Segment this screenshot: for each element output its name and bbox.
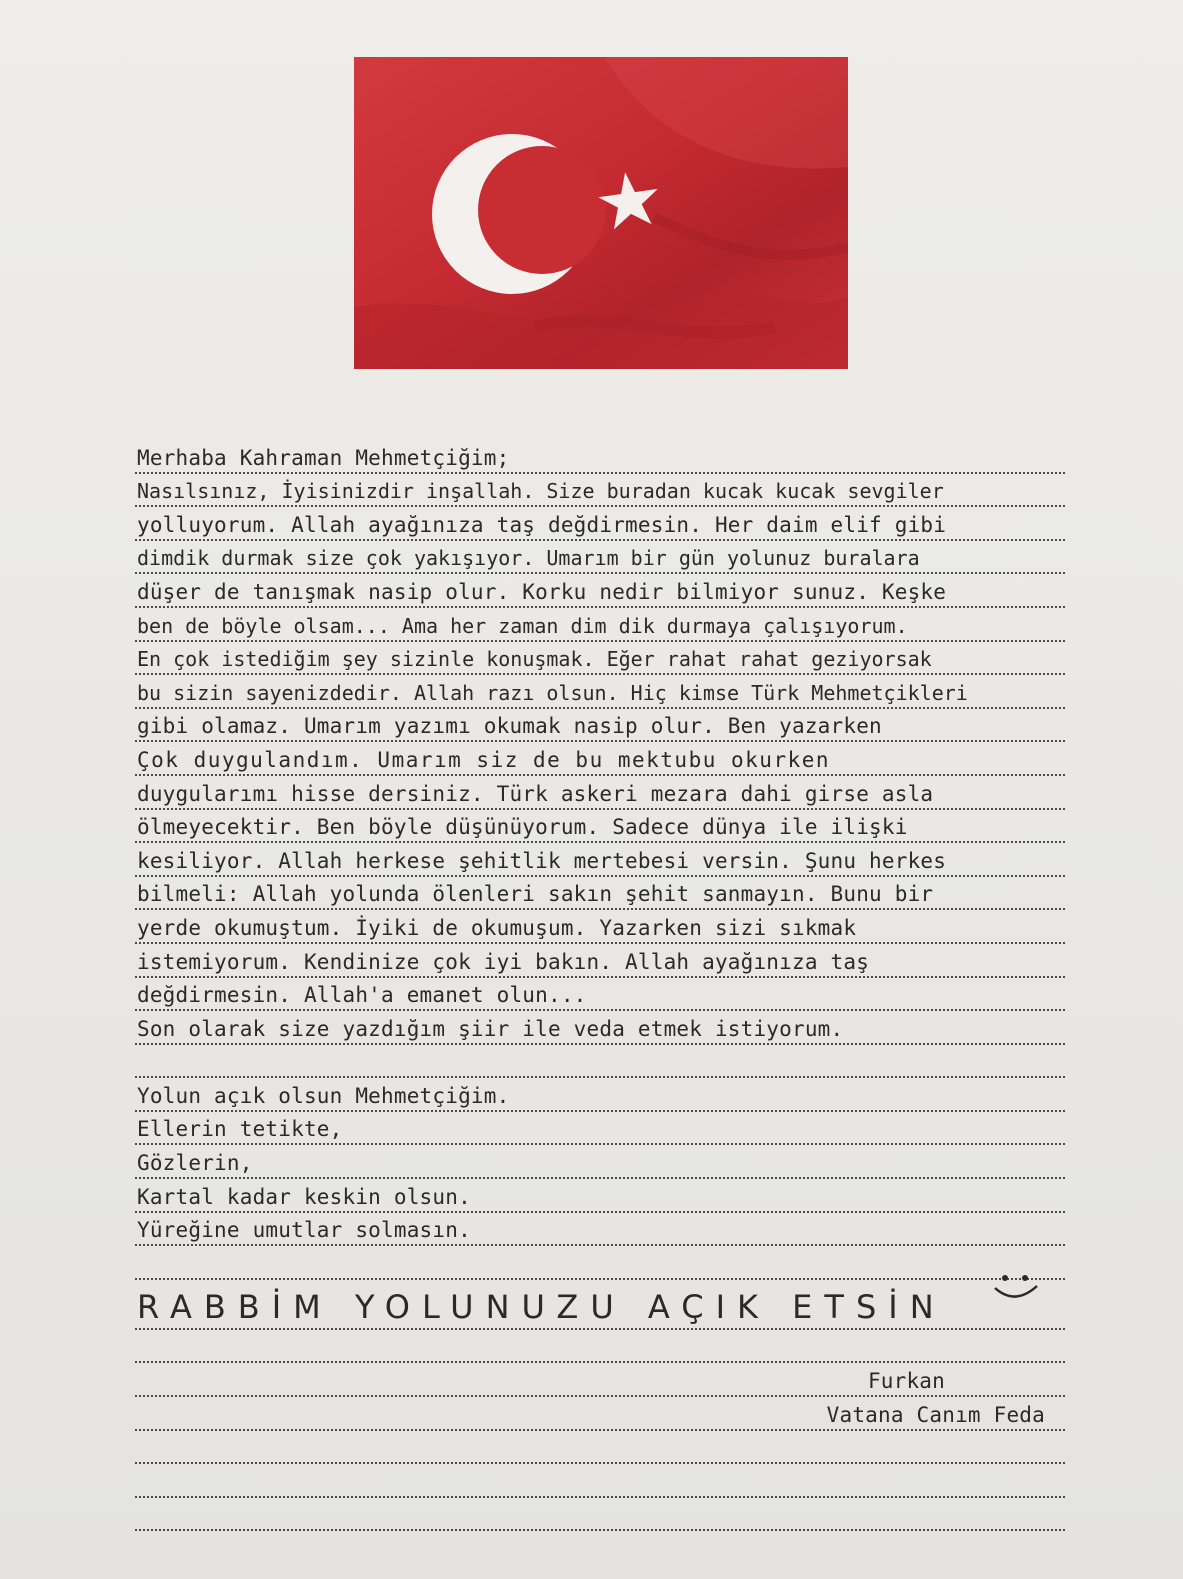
- letter-text: düşer de tanışmak nasip olur. Korku nedir bilmiyor sunuz. Keşke: [137, 579, 947, 604]
- letter-text: bu sizin sayenizdedir. Allah razı olsun. Hiç kimse Türk Mehmetçikleri: [137, 680, 968, 705]
- letter-text: istemiyorum. Kendinize çok iyi bakın. Allah ayağınıza taş: [137, 949, 870, 974]
- poem-line: [135, 1145, 1065, 1179]
- letter-line: [135, 910, 1065, 944]
- letter-line: [135, 944, 1065, 978]
- signature-motto: Vatana Canım Feda: [826, 1402, 1045, 1427]
- letter-text: Son olarak size yazdığım şiir ile veda etmek istiyorum.: [137, 1016, 844, 1041]
- turkish-flag: [354, 57, 848, 369]
- letter-text: duygularımı hisse dersiniz. Türk askeri mezara dahi girse asla: [137, 781, 934, 806]
- letter-text: gibi olamaz. Umarım yazımı okumak nasip olur. Ben yazarken: [137, 714, 882, 739]
- letter-line-empty: [135, 1045, 1065, 1079]
- letter-line: [135, 574, 1065, 608]
- letter-line: [135, 608, 1065, 642]
- closing-line: [135, 1280, 1065, 1330]
- letter-line-empty: [135, 1330, 1065, 1364]
- letter-line: [135, 810, 1065, 844]
- letter-line: [135, 709, 1065, 743]
- closing-text: RABBİM YOLUNUZU AÇIK ETSİN: [137, 1287, 946, 1326]
- poem-text: Gözlerin,: [137, 1151, 253, 1176]
- signature-line: [135, 1397, 1065, 1431]
- letter-line: [135, 440, 1065, 474]
- letter-text: değdirmesin. Allah'a emanet olun...: [137, 983, 587, 1008]
- poem-line: [135, 1213, 1065, 1247]
- letter-text: bilmeli: Allah yolunda ölenleri sakın şehit sanmayın. Bunu bir: [137, 882, 934, 907]
- letter-line: [135, 742, 1065, 776]
- letter-line: [135, 675, 1065, 709]
- flag-graphic: [354, 57, 848, 369]
- letter-line: [135, 642, 1065, 676]
- letter-line: [135, 843, 1065, 877]
- letter-text: Nasılsınız, İyisinizdir inşallah. Size buradan kucak kucak sevgiler: [137, 479, 944, 504]
- letter-text: ben de böyle olsam... Ama her zaman dim dik durmaya çalışıyorum.: [137, 613, 908, 638]
- letter-text: ölmeyecektir. Ben böyle düşünüyorum. Sadece dünya ile ilişki: [137, 815, 908, 840]
- letter-line: [135, 1011, 1065, 1045]
- letter-line: [135, 877, 1065, 911]
- letter-line-empty: [135, 1431, 1065, 1465]
- poem-text: Ellerin tetikte,: [137, 1117, 343, 1142]
- letter-line-empty: [135, 1498, 1065, 1532]
- greeting: Merhaba Kahraman Mehmetçiğim;: [137, 445, 510, 470]
- letter-text: kesiliyor. Allah herkese şehitlik mertebesi versin. Şunu herkes: [137, 848, 947, 873]
- letter-line: [135, 978, 1065, 1012]
- crescent-inner: [478, 146, 606, 274]
- smiley-icon: [985, 1268, 1045, 1308]
- letter-line-empty: [135, 1464, 1065, 1498]
- letter-text: yolluyorum. Allah ayağınıza taş değdirmesin. Her daim elif gibi: [137, 512, 947, 537]
- poem-line: [135, 1179, 1065, 1213]
- letter-line-empty: [135, 1246, 1065, 1280]
- signature-name: Furkan: [867, 1369, 945, 1394]
- letter-text: dimdik durmak size çok yakışıyor. Umarım bir gün yolunuz buralara: [137, 546, 920, 571]
- letter-line: [135, 507, 1065, 541]
- poem-line: [135, 1112, 1065, 1146]
- poem-text: Kartal kadar keskin olsun.: [137, 1184, 471, 1209]
- signature-line: [135, 1363, 1065, 1397]
- letter-line: [135, 474, 1065, 508]
- letter-text: Çok duygulandım. Umarım siz de bu mektubu okurken: [137, 747, 831, 772]
- poem-text: Yüreğine umutlar solmasın.: [137, 1218, 471, 1243]
- letter-line: [135, 541, 1065, 575]
- poem-line: [135, 1078, 1065, 1112]
- letter-text: En çok istediğim şey sizinle konuşmak. Eğer rahat rahat geziyorsak: [137, 647, 932, 672]
- letter-text: yerde okumuştum. İyiki de okumuşum. Yazarken sizi sıkmak: [137, 915, 857, 940]
- letter-line: [135, 776, 1065, 810]
- letter-body: [135, 440, 1065, 1531]
- poem-text: Yolun açık olsun Mehmetçiğim.: [137, 1083, 510, 1108]
